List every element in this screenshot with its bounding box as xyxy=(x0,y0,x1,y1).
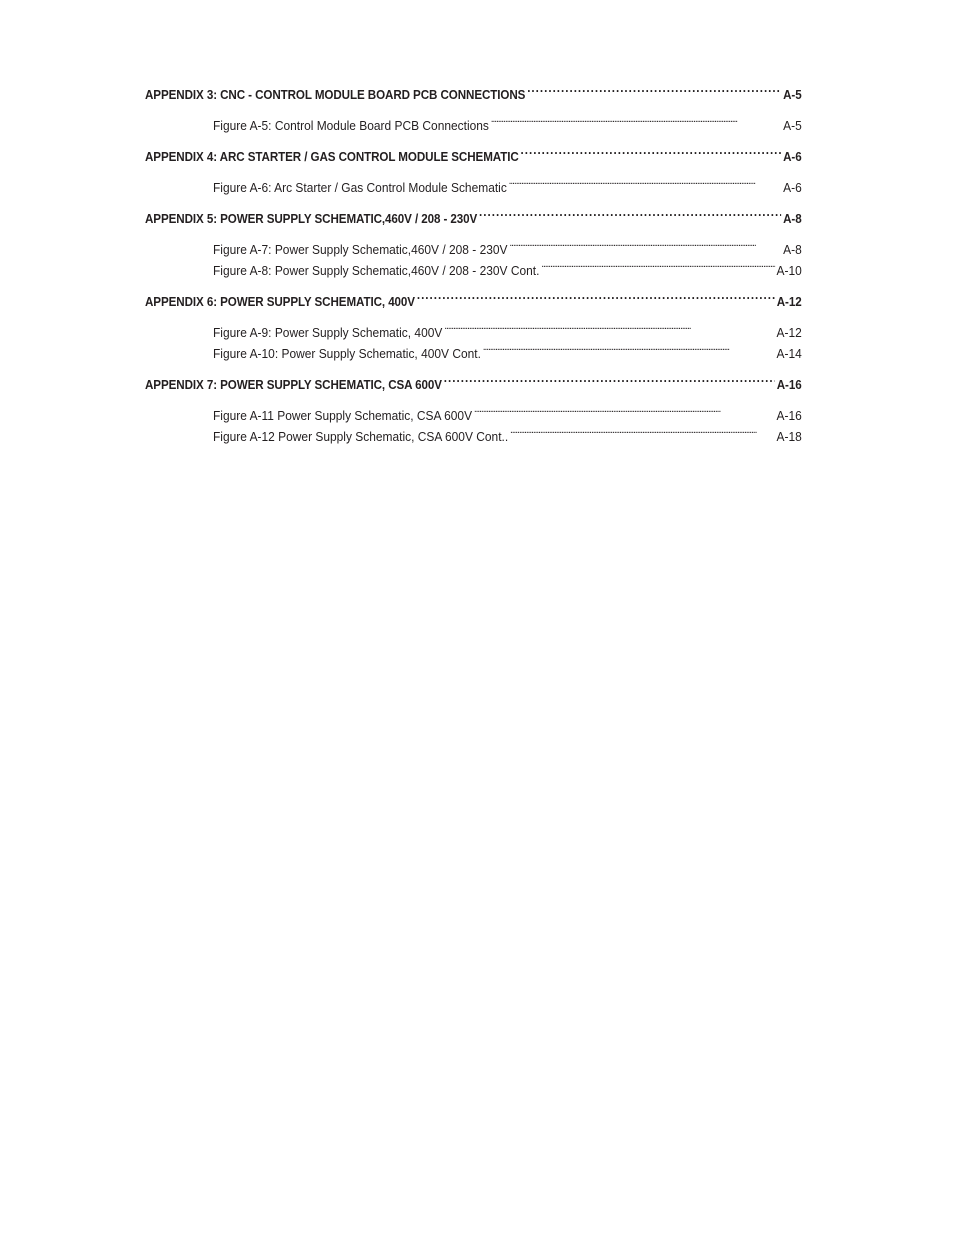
toc-entry-page: A-6 xyxy=(783,150,802,164)
toc-entry-page: A-12 xyxy=(776,295,802,309)
toc-entry-title: Figure A-7: Power Supply Schematic,460V / 208 - 230V xyxy=(213,242,508,257)
toc-figure-list xyxy=(213,399,802,444)
toc-entry-appendix[interactable] xyxy=(145,202,802,226)
toc-entry-title: APPENDIX 5: POWER SUPPLY SCHEMATIC,460V / 208 - 230V xyxy=(145,212,478,226)
toc-entry-appendix[interactable] xyxy=(145,140,802,164)
toc-entry-title: APPENDIX 6: POWER SUPPLY SCHEMATIC, 400V xyxy=(145,295,415,309)
dot-leader xyxy=(417,285,775,306)
toc-entry-figure[interactable] xyxy=(213,109,802,133)
dot-leader xyxy=(509,233,781,254)
dot-leader xyxy=(444,368,775,389)
toc-entry-title: Figure A-12 Power Supply Schematic, CSA 600V Cont.. xyxy=(213,429,509,444)
toc-entry-title: Figure A-8: Power Supply Schematic,460V / 208 - 230V Cont. xyxy=(213,263,540,278)
dot-leader xyxy=(483,337,775,358)
toc-entry-figure[interactable] xyxy=(213,316,802,340)
toc-figure-list xyxy=(213,316,802,361)
toc-figure-list xyxy=(213,233,802,278)
dot-leader xyxy=(527,78,781,99)
toc-entry-figure[interactable] xyxy=(213,233,802,257)
toc-entry-figure[interactable] xyxy=(213,337,802,361)
toc-entry-title: APPENDIX 3: CNC - CONTROL MODULE BOARD PCB CONNECTIONS xyxy=(145,88,526,102)
dot-leader xyxy=(491,109,782,130)
toc-entry-page: A-14 xyxy=(776,346,802,361)
toc-entry-page: A-8 xyxy=(783,242,802,257)
toc-entry-page: A-16 xyxy=(776,378,802,392)
toc-entry-figure[interactable] xyxy=(213,420,802,444)
dot-leader xyxy=(474,399,775,420)
dot-leader xyxy=(509,171,782,192)
toc-entry-figure[interactable] xyxy=(213,254,802,278)
toc-section-appendix-5 xyxy=(145,202,802,278)
toc-entry-appendix[interactable] xyxy=(145,285,802,309)
toc-section-appendix-6 xyxy=(145,285,802,361)
toc-figure-list xyxy=(213,109,802,133)
dot-leader xyxy=(541,254,774,275)
toc-entry-page: A-18 xyxy=(776,429,802,444)
dot-leader xyxy=(521,140,782,161)
toc-entry-page: A-10 xyxy=(776,263,802,278)
dot-leader xyxy=(510,420,775,441)
toc-entry-appendix[interactable] xyxy=(145,368,802,392)
toc-figure-list xyxy=(213,171,802,195)
toc-entry-title: Figure A-5: Control Module Board PCB Connections xyxy=(213,118,489,133)
toc-entry-title: Figure A-6: Arc Starter / Gas Control Module Schematic xyxy=(213,180,507,195)
toc-entry-page: A-12 xyxy=(776,325,802,340)
toc-section-appendix-7 xyxy=(145,368,802,444)
toc-entry-appendix[interactable] xyxy=(145,78,802,102)
toc-entry-page: A-5 xyxy=(783,118,802,133)
toc-entry-title: APPENDIX 7: POWER SUPPLY SCHEMATIC, CSA 600V xyxy=(145,378,442,392)
toc-entry-title: APPENDIX 4: ARC STARTER / GAS CONTROL MODULE SCHEMATIC xyxy=(145,150,519,164)
toc-entry-title: Figure A-9: Power Supply Schematic, 400V xyxy=(213,325,443,340)
dot-leader xyxy=(479,202,781,223)
toc-section-appendix-3 xyxy=(145,78,802,133)
toc-entry-title: Figure A-11 Power Supply Schematic, CSA 600V xyxy=(213,408,473,423)
toc-entry-figure[interactable] xyxy=(213,399,802,423)
toc-entry-page: A-6 xyxy=(783,180,802,195)
toc-entry-page: A-16 xyxy=(776,408,802,423)
toc-entry-page: A-8 xyxy=(783,212,802,226)
toc-entry-figure[interactable] xyxy=(213,171,802,195)
toc-entry-page: A-5 xyxy=(783,88,802,102)
toc-section-appendix-4 xyxy=(145,140,802,195)
toc-entry-title: Figure A-10: Power Supply Schematic, 400V Cont. xyxy=(213,346,481,361)
dot-leader xyxy=(444,316,774,337)
table-of-contents xyxy=(145,78,802,451)
